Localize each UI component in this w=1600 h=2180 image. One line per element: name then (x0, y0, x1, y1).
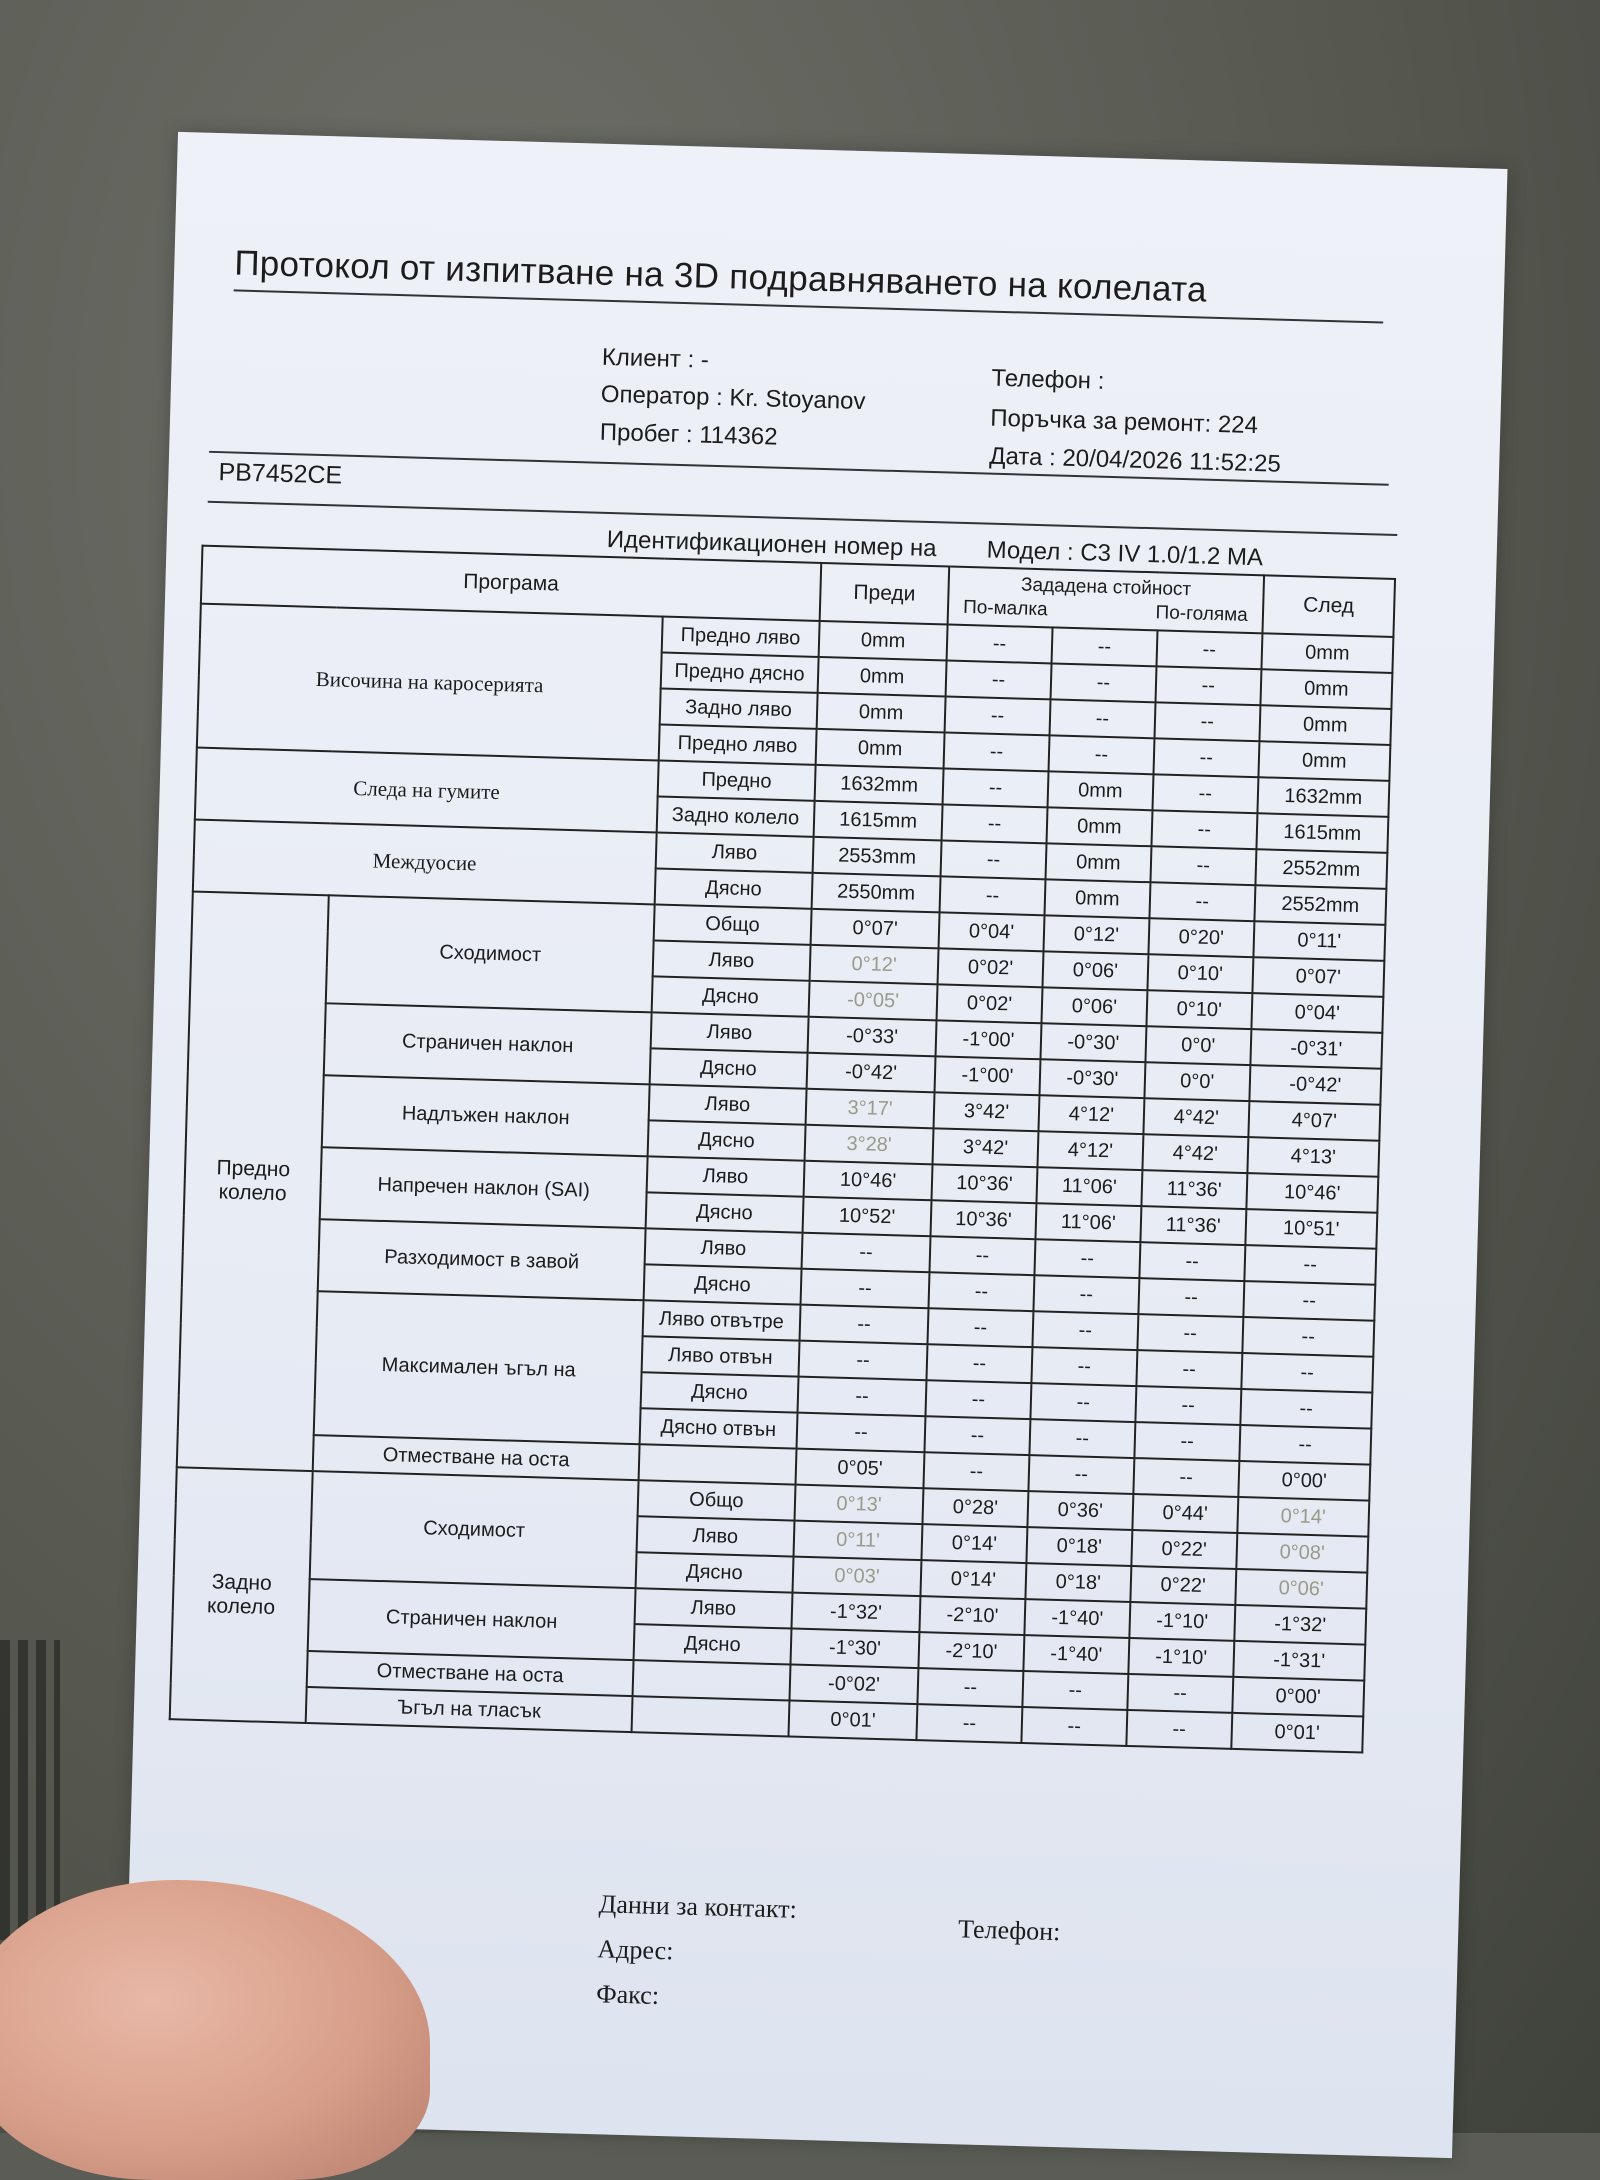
lower-limit-cell: -- (944, 732, 1050, 771)
mileage-field: Пробег : 114362 (599, 418, 778, 451)
side-cell: Дясно (640, 1372, 798, 1412)
upper-limit-cell: -- (1136, 1350, 1242, 1389)
nominal-cell: 11°06' (1036, 1167, 1142, 1206)
nominal-cell: 0°18' (1026, 1527, 1132, 1566)
operator-field: Оператор : Kr. Stoyanov (600, 380, 866, 416)
upper-limit-cell: -- (1153, 738, 1259, 777)
before-value-cell: -1°32' (792, 1593, 921, 1633)
nominal-cell: 0°06' (1042, 951, 1148, 990)
before-value-cell: -- (799, 1341, 928, 1381)
after-value-cell: 0°04' (1251, 993, 1383, 1033)
upper-limit-cell: 11°36' (1140, 1206, 1246, 1245)
lower-limit-cell: -- (924, 1452, 1030, 1491)
side-cell (631, 1696, 789, 1736)
after-value-cell: 4°07' (1248, 1101, 1380, 1141)
before-value-cell: -- (800, 1305, 929, 1345)
upper-limit-cell: 0°20' (1148, 918, 1254, 957)
upper-limit-cell: 0°0' (1144, 1062, 1250, 1101)
after-value-cell: 1632mm (1257, 777, 1389, 817)
lower-header: По-малка (962, 596, 1048, 621)
program-group-cell: Височина на каросерията (197, 604, 662, 761)
program-group-cell: Максимален ъгъл на (314, 1291, 643, 1444)
program-group-cell: Отместване на оста (307, 1651, 633, 1696)
drain-grate (0, 1640, 60, 1940)
nominal-cell: -- (1022, 1671, 1128, 1710)
upper-limit-cell: -- (1133, 1458, 1239, 1497)
upper-limit-cell: -1°10' (1128, 1638, 1234, 1677)
before-value-cell: -- (797, 1413, 926, 1453)
before-value-cell: 10°46' (804, 1161, 933, 1201)
after-value-cell: -0°42' (1249, 1065, 1381, 1105)
nominal-cell: -- (1033, 1275, 1139, 1314)
set-value-header (948, 567, 1264, 634)
before-value-cell: -- (802, 1233, 931, 1273)
after-value-cell: -- (1242, 1317, 1374, 1357)
lower-limit-cell: 0°14' (920, 1560, 1026, 1599)
lower-limit-cell: 0°02' (938, 948, 1044, 987)
before-value-cell: 0mm (819, 621, 948, 661)
upper-limit-cell: -- (1150, 846, 1256, 885)
side-cell: Дясно отвън (639, 1408, 797, 1448)
after-value-cell: 0°01' (1231, 1713, 1363, 1753)
lower-limit-cell: -- (930, 1236, 1036, 1275)
nominal-cell: -- (1034, 1239, 1140, 1278)
before-value-cell: 2553mm (813, 837, 942, 877)
after-value-cell: 2552mm (1255, 849, 1387, 889)
fax-label: Факс: (595, 1979, 660, 2010)
before-value-cell: 3°17' (806, 1089, 935, 1129)
nominal-cell: 0°18' (1025, 1563, 1131, 1602)
side-cell: Задно колело (656, 796, 814, 836)
upper-limit-cell: 0°22' (1131, 1530, 1237, 1569)
side-cell (638, 1444, 796, 1484)
nominal-cell: -- (1049, 699, 1155, 738)
higher-header: По-голяма (1155, 602, 1249, 626)
lower-limit-cell: -- (942, 804, 1048, 843)
program-header: Програма (201, 546, 821, 621)
before-value-cell: 0mm (817, 693, 946, 733)
after-value-cell: 0°00' (1232, 1677, 1364, 1717)
after-value-cell: 0°14' (1237, 1497, 1369, 1537)
side-cell: Общо (637, 1480, 795, 1520)
before-value-cell: 0°11' (794, 1521, 923, 1561)
nominal-cell: -0°30' (1039, 1059, 1145, 1098)
nominal-cell: -- (1030, 1383, 1136, 1422)
before-header: Преди (820, 563, 950, 625)
side-cell: Предно дясно (660, 653, 818, 693)
upper-limit-cell: -- (1155, 666, 1261, 705)
lower-limit-cell: -- (925, 1416, 1031, 1455)
license-plate: PB7452CE (218, 458, 343, 490)
after-value-cell: 0°06' (1235, 1569, 1367, 1609)
side-cell: Предно ляво (661, 617, 819, 657)
nominal-cell: -1°40' (1024, 1599, 1130, 1638)
before-value-cell: 0mm (816, 729, 945, 769)
program-group-cell: Междуосие (193, 820, 656, 905)
upper-limit-cell: -- (1152, 774, 1258, 813)
upper-limit-cell: -- (1126, 1710, 1232, 1749)
upper-limit-cell: -- (1138, 1278, 1244, 1317)
side-cell: Дясно (645, 1192, 803, 1232)
lower-limit-cell: -2°10' (919, 1596, 1025, 1635)
upper-limit-cell: 0°10' (1146, 990, 1252, 1029)
before-value-cell: -- (798, 1377, 927, 1417)
after-value-cell: 0mm (1260, 669, 1392, 709)
upper-limit-cell: -- (1154, 702, 1260, 741)
before-value-cell: 0°03' (793, 1557, 922, 1597)
after-value-cell: 10°51' (1245, 1209, 1377, 1249)
address-label: Адрес: (597, 1934, 674, 1966)
after-value-cell: 10°46' (1246, 1173, 1378, 1213)
lower-limit-cell: -- (928, 1308, 1034, 1347)
upper-limit-cell: 0°22' (1130, 1566, 1236, 1605)
client-field: Клиент : - (601, 343, 710, 374)
nominal-cell: -0°30' (1040, 1023, 1146, 1062)
program-group-cell: Ъгъл на тласък (306, 1687, 632, 1732)
upper-limit-cell: -1°10' (1129, 1602, 1235, 1641)
after-value-cell: -- (1243, 1281, 1375, 1321)
side-cell (632, 1660, 790, 1700)
upper-limit-cell: -- (1139, 1242, 1245, 1281)
upper-limit-cell: 4°42' (1142, 1134, 1248, 1173)
nominal-cell: -- (1029, 1419, 1135, 1458)
before-value-cell: 10°52' (803, 1197, 932, 1237)
after-value-cell: -- (1244, 1245, 1376, 1285)
program-group-cell: Сходимост (326, 895, 654, 1012)
program-group-cell: Надлъжен наклон (322, 1075, 649, 1156)
before-value-cell: 0°13' (795, 1485, 924, 1525)
nominal-cell: 0mm (1045, 843, 1151, 882)
side-cell: Дясно (635, 1552, 793, 1592)
after-value-cell: 0°00' (1238, 1461, 1370, 1501)
lower-limit-cell: -2°10' (918, 1632, 1024, 1671)
side-cell: Предно ляво (658, 724, 816, 764)
nominal-cell: 4°12' (1037, 1131, 1143, 1170)
side-cell: Дясно (633, 1624, 791, 1664)
lower-limit-cell: -- (941, 840, 1047, 879)
nominal-cell: -- (1028, 1455, 1134, 1494)
upper-limit-cell: -- (1135, 1386, 1241, 1425)
nominal-cell: -- (1048, 735, 1154, 774)
side-cell: Ляво отвътре (642, 1300, 800, 1340)
vehicle-model: Модел : C3 IV 1.0/1.2 MA (986, 536, 1264, 572)
after-value-cell: 0°08' (1236, 1533, 1368, 1573)
before-value-cell: 1615mm (814, 801, 943, 841)
nominal-cell: 0°06' (1041, 987, 1147, 1026)
side-cell: Дясно (647, 1120, 805, 1160)
nominal-cell: 4°12' (1038, 1095, 1144, 1134)
after-value-cell: 0°07' (1252, 957, 1384, 997)
before-value-cell: 2550mm (812, 873, 941, 913)
lower-limit-cell: -- (926, 1380, 1032, 1419)
side-cell: Ляво (652, 940, 810, 980)
side-cell: Ляво (648, 1084, 806, 1124)
before-value-cell: 0°01' (789, 1701, 918, 1741)
lower-limit-cell: -1°00' (936, 1020, 1042, 1059)
upper-limit-cell: 0°44' (1132, 1494, 1238, 1533)
nominal-cell: 0°36' (1027, 1491, 1133, 1530)
lower-limit-cell: 10°36' (932, 1164, 1038, 1203)
side-cell: Дясно (654, 868, 812, 908)
program-group-cell: Разходимост в завой (318, 1219, 645, 1300)
before-value-cell: -0°42' (807, 1053, 936, 1093)
repair-order-field: Поръчка за ремонт: 224 (989, 404, 1259, 440)
side-cell: Ляво отвън (641, 1336, 799, 1376)
lower-limit-cell: -- (927, 1344, 1033, 1383)
side-cell: Дясно (649, 1048, 807, 1088)
side-cell: Ляво (650, 1012, 808, 1052)
upper-limit-cell: -- (1149, 882, 1255, 921)
upper-limit-cell: 11°36' (1141, 1170, 1247, 1209)
upper-limit-cell: -- (1151, 810, 1257, 849)
vin-label: Идентификационен номер на (606, 525, 937, 563)
lower-limit-cell: 10°36' (931, 1200, 1037, 1239)
lower-limit-cell: -1°00' (935, 1056, 1041, 1095)
alignment-table (169, 545, 1396, 1754)
alignment-report-sheet (122, 132, 1507, 2158)
nominal-cell: -- (1051, 627, 1157, 666)
upper-limit-cell: -- (1137, 1314, 1243, 1353)
after-value-cell: 0mm (1259, 705, 1391, 745)
nominal-cell: -1°40' (1023, 1635, 1129, 1674)
axle-label-cell: Предно колело (177, 892, 329, 1472)
side-cell: Ляво (644, 1228, 802, 1268)
nominal-cell: 0mm (1044, 879, 1150, 918)
nominal-cell: 11°06' (1035, 1203, 1141, 1242)
before-value-cell: 3°28' (805, 1125, 934, 1165)
lower-limit-cell: -- (917, 1668, 1023, 1707)
before-value-cell: 0°05' (796, 1449, 925, 1489)
lower-limit-cell: -- (943, 768, 1049, 807)
side-cell: Дясно (651, 976, 809, 1016)
after-value-cell: -0°31' (1250, 1029, 1382, 1069)
set-value-title: Зададена стойност (1020, 574, 1192, 601)
side-cell: Дясно (643, 1264, 801, 1304)
upper-limit-cell: 0°0' (1145, 1026, 1251, 1065)
after-value-cell: 4°13' (1247, 1137, 1379, 1177)
lower-limit-cell: -- (945, 696, 1051, 735)
lower-limit-cell: -- (947, 625, 1053, 664)
lower-limit-cell: 0°04' (939, 912, 1045, 951)
upper-limit-cell: -- (1156, 630, 1262, 669)
after-value-cell: 0°11' (1253, 921, 1385, 961)
nominal-cell: 0mm (1047, 771, 1153, 810)
lower-limit-cell: -- (946, 660, 1052, 699)
report-title: Протокол от изпитване на 3D подравняването на колелата (234, 243, 1385, 323)
nominal-cell: -- (1021, 1707, 1127, 1746)
lower-limit-cell: -- (929, 1272, 1035, 1311)
contact-label: Данни за контакт: (598, 1889, 798, 1924)
before-value-cell: 0mm (818, 657, 947, 697)
program-group-cell: Сходимост (310, 1471, 638, 1588)
lower-limit-cell: 0°14' (921, 1524, 1027, 1563)
lower-limit-cell: 0°02' (937, 984, 1043, 1023)
before-value-cell: 0°07' (811, 909, 940, 949)
before-value-cell: -0°33' (808, 1017, 937, 1057)
side-cell: Ляво (636, 1516, 794, 1556)
nominal-cell: -- (1050, 663, 1156, 702)
nominal-cell: 0mm (1046, 807, 1152, 846)
upper-limit-cell: -- (1127, 1674, 1233, 1713)
lower-limit-cell: -- (916, 1704, 1022, 1743)
side-cell: Задно ляво (659, 689, 817, 729)
nominal-cell: -- (1032, 1311, 1138, 1350)
before-value-cell: 0°12' (810, 945, 939, 985)
lower-limit-cell: 0°28' (923, 1488, 1029, 1527)
program-group-cell: Отместване на оста (313, 1435, 639, 1480)
footer-phone-label: Телефон: (957, 1914, 1061, 1947)
axle-label-cell: Задно колело (170, 1467, 313, 1723)
before-value-cell: -- (801, 1269, 930, 1309)
before-value-cell: -1°30' (791, 1629, 920, 1669)
after-value-cell: 1615mm (1256, 813, 1388, 853)
side-cell: Ляво (634, 1588, 792, 1628)
side-cell: Предно (657, 760, 815, 800)
phone-field: Телефон : (991, 364, 1105, 395)
nominal-cell: 0°12' (1043, 915, 1149, 954)
lower-limit-cell: 3°42' (933, 1128, 1039, 1167)
after-value-cell: 2552mm (1254, 885, 1386, 925)
side-cell: Общо (653, 904, 811, 944)
after-value-cell: -- (1239, 1425, 1371, 1465)
after-value-cell: 0mm (1261, 633, 1393, 673)
before-value-cell: 1632mm (815, 765, 944, 805)
upper-limit-cell: 0°10' (1147, 954, 1253, 993)
after-value-cell: -1°31' (1233, 1641, 1365, 1681)
nominal-cell: -- (1031, 1347, 1137, 1386)
program-group-cell: Страничен наклон (308, 1579, 635, 1660)
after-value-cell: -1°32' (1234, 1605, 1366, 1645)
upper-limit-cell: 4°42' (1143, 1098, 1249, 1137)
side-cell: Ляво (655, 832, 813, 872)
after-header: След (1262, 575, 1395, 637)
lower-limit-cell: -- (940, 876, 1046, 915)
after-value-cell: -- (1241, 1353, 1373, 1393)
lower-limit-cell: 3°42' (934, 1092, 1040, 1131)
program-group-cell: Напречен наклон (SAI) (320, 1147, 647, 1228)
after-value-cell: 0mm (1258, 741, 1390, 781)
before-value-cell: -0°05' (809, 981, 938, 1021)
before-value-cell: -0°02' (790, 1665, 919, 1705)
after-value-cell: -- (1240, 1389, 1372, 1429)
program-group-cell: Страничен наклон (324, 1003, 651, 1084)
upper-limit-cell: -- (1134, 1422, 1240, 1461)
side-cell: Ляво (646, 1156, 804, 1196)
program-group-cell: Следа на гумите (195, 748, 658, 833)
date-field: Дата : 20/04/2026 11:52:25 (988, 442, 1282, 478)
